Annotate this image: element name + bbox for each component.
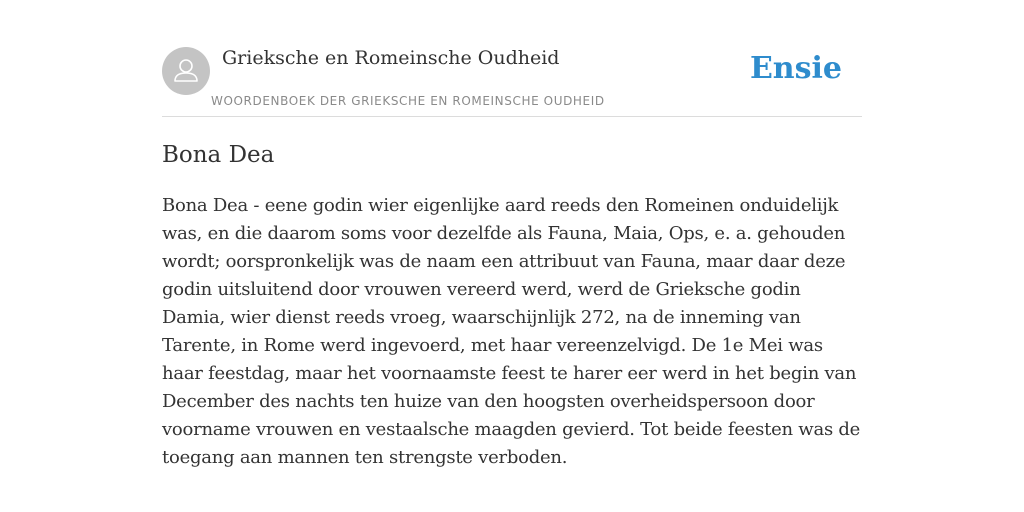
entry-card bbox=[162, 0, 862, 468]
entry-title: Bona Dea bbox=[162, 142, 275, 168]
brand-logo[interactable]: Ensie bbox=[749, 51, 842, 86]
user-avatar-icon[interactable] bbox=[162, 47, 210, 95]
user-silhouette-icon bbox=[162, 47, 210, 95]
entry-header bbox=[162, 0, 862, 117]
source-title[interactable]: Grieksche en Romeinsche Oudheid bbox=[222, 47, 560, 69]
source-subtitle: WOORDENBOEK DER GRIEKSCHE EN ROMEINSCHE OUDHEID bbox=[211, 94, 605, 108]
entry-body: Bona Dea - eene godin wier eigenlijke aard reeds den Romeinen onduidelijk was, en die daarom soms voor dezelfde als Fauna, Maia, Ops, e. a. gehouden wordt; oorspronkelijk was de naam een attribuut van Fauna, maar daar deze godin uitsluitend door vrouwen vereerd werd, werd de Grieksche godin Damia, wier dienst reeds vroeg, waarschijnlijk 272, na de inneming van Tarente, in Rome werd ingevoerd, met haar vereenzelvigd. De 1e Mei was haar feestdag, maar het voornaamste feest te harer eer werd in het begin van December des nachts ten huize van den hoogsten overheidspersoon door voorname vrouwen en vestaalsche maagden gevierd. Tot beide feesten was de toegang aan mannen ten strengste verboden. bbox=[162, 195, 861, 468]
